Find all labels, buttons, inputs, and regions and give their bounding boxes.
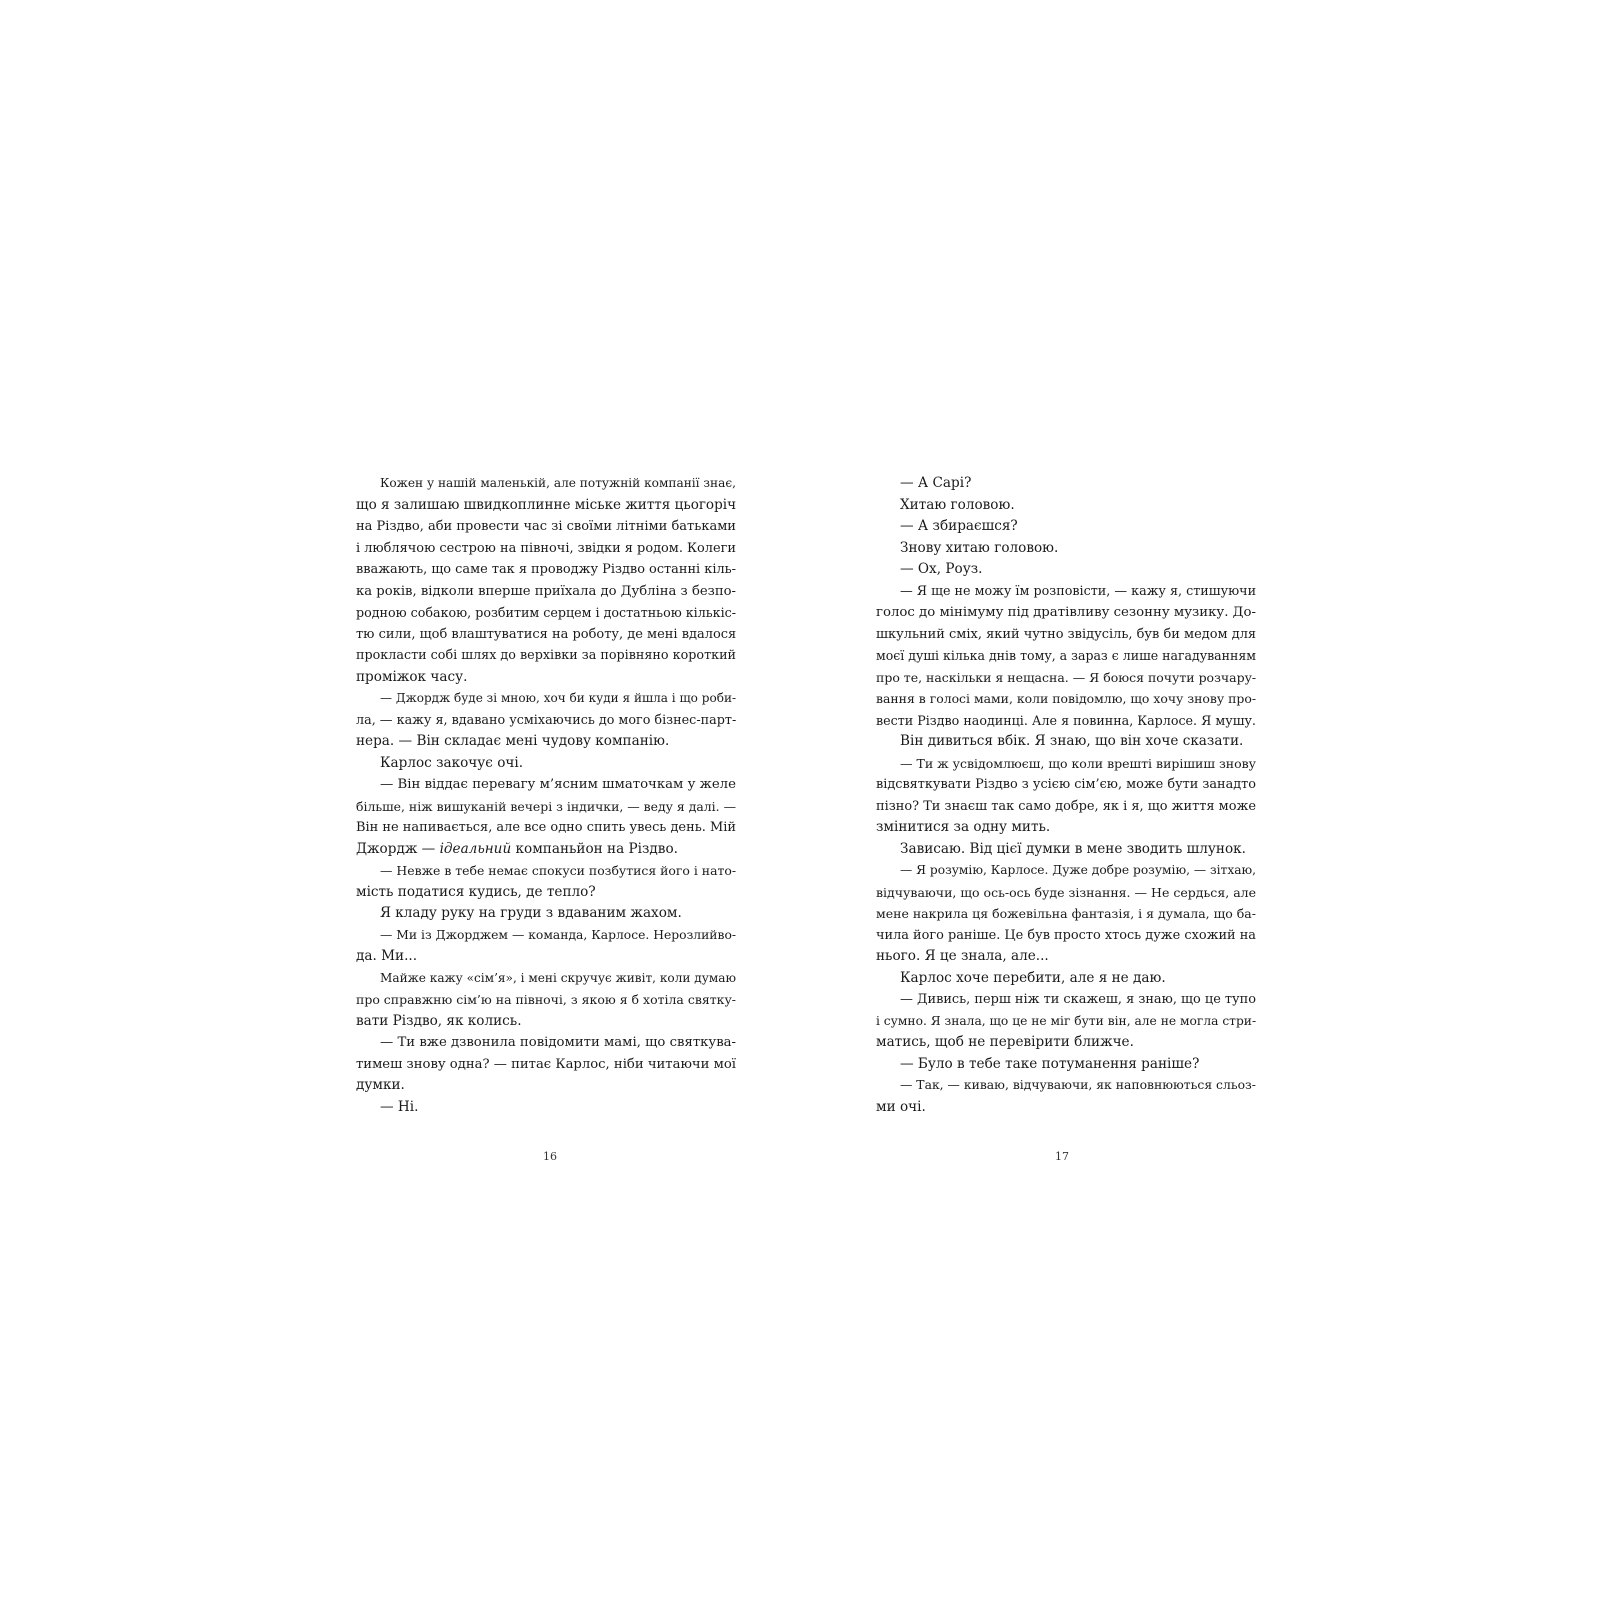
- text-line: [356, 538, 736, 560]
- line-text: на Різдво, аби провести час зі своїми літніми батьками: [356, 519, 736, 534]
- line-text: — А Сарі?: [900, 475, 972, 491]
- line-text: мене накрила ця божевільна фантазія, і я думала, що ба-: [876, 906, 1256, 921]
- line-text: нього. Я це знала, але...: [876, 948, 1049, 964]
- text-line: [356, 710, 736, 732]
- text-line: [356, 882, 736, 904]
- text-line: [876, 774, 1256, 796]
- line-text: — Було в тебе таке потуманення раніше?: [900, 1055, 1200, 1072]
- text-line: [356, 968, 736, 990]
- line-text: мість податися кудись, де тепло?: [356, 883, 596, 900]
- text-line: [876, 516, 1256, 538]
- text-line: [876, 731, 1256, 753]
- right-page-text: [876, 473, 1256, 1118]
- text-line: [876, 968, 1256, 990]
- line-text: вести Різдво наодинці. Але я повинна, Карлосе. Я мушу.: [876, 712, 1256, 728]
- text-line: [876, 925, 1256, 947]
- line-text: Карлос закочує очі.: [380, 754, 524, 771]
- line-text: — Я розумію, Карлосе. Дуже добре розумію, — зітхаю,: [900, 863, 1257, 877]
- line-text: — Невже в тебе немає спокуси позбутися його і нато-: [380, 863, 737, 878]
- line-text: моєї душі кілька днів тому, а зараз є лише нагадуванням: [876, 648, 1256, 663]
- text-line: [876, 753, 1256, 775]
- text-line: [876, 903, 1256, 925]
- line-text: змінитися за одну мить.: [876, 819, 1051, 835]
- text-line: [356, 495, 736, 517]
- line-text: родною собакою, розбитим серцем і достатньою кількіс-: [356, 605, 737, 620]
- line-text: ла, — кажу я, вдавано усміхаючись до мого бізнес-парт-: [356, 712, 737, 728]
- text-line: [876, 796, 1256, 818]
- line-text: тю сили, щоб влаштуватися на роботу, де мені вдалося: [356, 626, 737, 642]
- line-text: чила його раніше. Це був просто хтось дуже схожий на: [876, 927, 1256, 943]
- text-line: [356, 473, 736, 495]
- line-text: Кожен у нашій маленькій, але потужній компанії знає,: [380, 476, 736, 490]
- text-line: [876, 839, 1256, 861]
- line-text: — Дивись, перш ніж ти скажеш, я знаю, що це тупо: [900, 992, 1256, 1007]
- text-line: [356, 774, 736, 796]
- line-text: Він не напивається, але все одно спить увесь день. Мій: [356, 820, 736, 835]
- line-text: — Ми із Джорджем — команда, Карлосе. Нерозлийво-: [380, 927, 737, 942]
- text-line: [356, 667, 736, 689]
- text-line: [876, 688, 1256, 710]
- line-text: відсвяткувати Різдво з усією сім’єю, може бути занадто: [876, 777, 1257, 792]
- text-line: [356, 688, 736, 710]
- line-text: про справжню сім’ю на півночі, з якою я б хотіла святку-: [356, 992, 737, 1007]
- text-line: [356, 839, 736, 861]
- text-segment: Джордж —: [356, 840, 440, 857]
- line-text: і сумно. Я знала, що це не міг бути він, але не могла стри-: [876, 1013, 1257, 1028]
- text-line: [356, 1075, 736, 1097]
- line-text: да. Ми...: [356, 948, 418, 964]
- text-line: [876, 1032, 1256, 1054]
- left-page: [356, 473, 736, 1118]
- line-text: нера. — Він складає мені чудову компанію.: [356, 733, 670, 749]
- text-line: [356, 925, 736, 947]
- line-text: вважають, що саме так я проводжу Різдво останні кіль-: [356, 562, 737, 577]
- text-line: [356, 1011, 736, 1033]
- text-line: [876, 473, 1256, 495]
- text-line: [356, 624, 736, 646]
- text-line: [876, 1054, 1256, 1076]
- line-text: і люблячою сестрою на півночі, звідки я родом. Колеги: [356, 540, 737, 556]
- text-segment: компаньйон на Різдво.: [511, 840, 678, 857]
- line-text: проміжок часу.: [356, 668, 468, 685]
- line-text: вати Різдво, як колись.: [356, 1012, 522, 1029]
- text-line: [876, 1011, 1256, 1033]
- right-page: [876, 473, 1256, 1118]
- text-line: [876, 860, 1256, 882]
- line-text: шкульний сміх, який чутно звідусіль, був би медом для: [876, 626, 1257, 642]
- line-text: — Так, — киваю, відчуваючи, як наповнюються сльоз-: [900, 1078, 1256, 1092]
- line-text: — Я ще не можу їм розповісти, — кажу я, стишуючи: [900, 583, 1257, 599]
- line-text: — Джордж буде зі мною, хоч би куди я йшла і що роби-: [380, 691, 737, 705]
- line-text: ка років, відколи вперше приїхала до Дубліна з безпо-: [356, 583, 736, 599]
- line-text: Майже кажу «сім’я», і мені скручує живіт, коли думаю: [380, 970, 736, 985]
- line-text: що я залишаю швидкоплинне міське життя цьогоріч: [356, 496, 737, 513]
- line-text: Хитаю головою.: [900, 496, 1015, 513]
- text-line: [876, 602, 1256, 624]
- line-text: голос до мінімуму під дратівливу сезонну музику. До-: [876, 605, 1256, 620]
- text-line: [876, 710, 1256, 732]
- text-line: [876, 581, 1256, 603]
- text-line: [356, 1054, 736, 1076]
- line-text: прокласти собі шлях до верхівки за порівняно короткий: [356, 648, 737, 663]
- line-text: тимеш знову одна? — питає Карлос, ніби читаючи мої: [356, 1056, 736, 1072]
- text-line: [876, 882, 1256, 904]
- text-line: [356, 516, 736, 538]
- line-text: — Ні.: [380, 1098, 419, 1115]
- line-text: — Ти ж усвідомлюєш, що коли врешті вирішиш знову: [900, 755, 1257, 771]
- text-line: [356, 1032, 736, 1054]
- line-text: матись, щоб не перевірити ближче.: [876, 1034, 1134, 1050]
- text-line: [876, 559, 1256, 581]
- text-line: [356, 1097, 736, 1119]
- line-text: думки.: [356, 1077, 405, 1093]
- line-text: вання в голосі мами, коли повідомлю, що хочу знову про-: [876, 691, 1257, 706]
- text-line: [876, 946, 1256, 968]
- text-line: [356, 731, 736, 753]
- line-text: більше, ніж вишуканій вечері з індички, — веду я далі. —: [356, 798, 736, 814]
- text-line: [876, 1075, 1256, 1097]
- line-text: — А збираєшся?: [900, 518, 1018, 534]
- text-line: [356, 860, 736, 882]
- line-text: Карлос хоче перебити, але я не даю.: [900, 969, 1166, 986]
- text-line: [876, 1097, 1256, 1119]
- text-line: [876, 989, 1256, 1011]
- line-text: пізно? Ти знаєш так само добре, як і я, що життя може: [876, 798, 1256, 814]
- text-line: [876, 495, 1256, 517]
- text-line: [356, 559, 736, 581]
- line-text: — Ох, Роуз.: [900, 561, 983, 577]
- text-line: [876, 624, 1256, 646]
- page-number-left: 16: [543, 1150, 557, 1163]
- text-line: [356, 602, 736, 624]
- page-number-right: 17: [1055, 1150, 1069, 1163]
- text-line: [876, 817, 1256, 839]
- text-line: [876, 667, 1256, 689]
- text-line: [356, 946, 736, 968]
- line-text: відчуваючи, що ось-ось буде зізнання. — Не сердься, але: [876, 884, 1257, 900]
- line-text: про те, наскільки я нещасна. — Я боюся почути розчару-: [876, 669, 1257, 685]
- text-line: [356, 903, 736, 925]
- line-text: Він дивиться вбік. Я знаю, що він хоче сказати.: [900, 733, 1244, 749]
- text-line: [356, 581, 736, 603]
- line-text: — Він віддає перевагу м’ясним шматочкам у желе: [380, 777, 736, 792]
- text-line: [356, 753, 736, 775]
- text-line: [876, 538, 1256, 560]
- text-line: [356, 796, 736, 818]
- left-page-text: [356, 473, 736, 1118]
- italic-emphasis: ідеальний: [439, 840, 512, 857]
- text-line: [876, 645, 1256, 667]
- line-text: — Ти вже дзвонила повідомити мамі, що святкува-: [380, 1035, 737, 1050]
- text-line: [356, 645, 736, 667]
- text-line: [356, 989, 736, 1011]
- line-text: ми очі.: [876, 1098, 926, 1115]
- text-line: [356, 817, 736, 839]
- line-text: Зависаю. Від цієї думки в мене зводить шлунок.: [900, 840, 1246, 857]
- line-text: Я кладу руку на груди з вдаваним жахом.: [380, 905, 682, 921]
- line-text: Знову хитаю головою.: [900, 539, 1059, 556]
